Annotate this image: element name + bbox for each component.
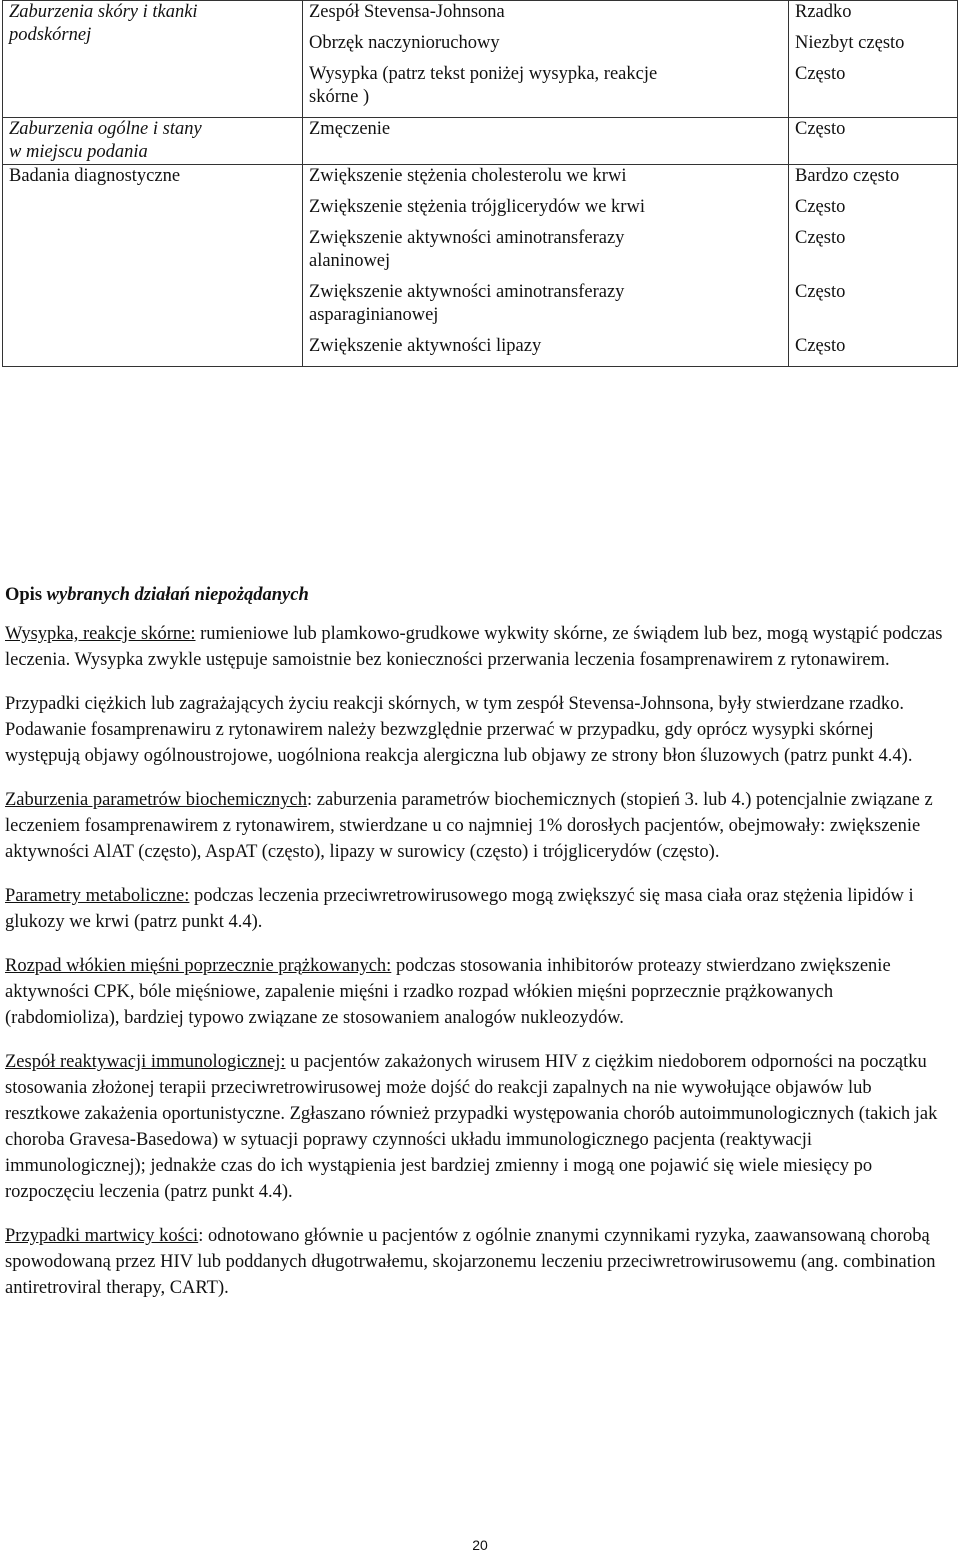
paragraph: Zaburzenia parametrów biochemicznych: zaburzenia parametrów biochemicznych (stopień 3. lub 4.) potencjalnie związane z leczeniem fosamprenawirem z rytonawirem, stwierdzane u co najmniej 1% dorosłych pacjentów, obejmowały: zwiększenie aktywności AlAT (często), AspAT (często), lipazy w surowicy (często) i trójglicerydów (często). bbox=[5, 790, 933, 862]
reaction: Zwiększenie stężenia cholesterolu we krwi bbox=[309, 166, 627, 186]
paragraph-label: Parametry metaboliczne: bbox=[5, 886, 190, 906]
system-organ-class bbox=[3, 165, 303, 367]
system-organ-class bbox=[3, 1, 303, 118]
paragraph: Rozpad włókien mięśni poprzecznie prążkowanych: podczas stosowania inhibitorów proteazy stwierdzano zwiększenie aktywności CPK, bóle mięśniowe, zapalenie mięśni i rzadko rozpad włókien mięśni poprzecznie prążkowanych (rabdomioliza), bardziej typowo związane ze stosowaniem analogów nukleozydów. bbox=[5, 956, 891, 1028]
paragraph: Przypadki ciężkich lub zagrażających życiu reakcji skórnych, w tym zespół Stevensa-Johnsona, były stwierdzane rzadko. Podawanie fosamprenawiru z rytonawirem należy bezwzględnie przerwać w przypadku, gdy oprócz wysypki skórnej występują objawy ogólnoustrojowe, uogólniona reakcja alergiczna lub objawy ze strony błon śluzowych (patrz punkt 4.4). bbox=[5, 694, 913, 766]
category-line: Zaburzenia ogólne i stany bbox=[9, 119, 202, 139]
frequency: Często bbox=[795, 336, 846, 356]
frequency: Rzadko bbox=[795, 2, 852, 22]
category-line: Badania diagnostyczne bbox=[9, 166, 181, 186]
table-row bbox=[3, 1, 958, 118]
table-row bbox=[3, 118, 958, 165]
system-organ-class bbox=[3, 118, 303, 165]
paragraph: Zespół reaktywacji immunologicznej: u pacjentów zakażonych wirusem HIV z ciężkim niedoborem odporności na początku stosowania złożonej terapii przeciwretrowirusowej może dojść do reakcji zapalnych na nie wywołujące objawów lub resztkowe zakażenia oportunistyczne. Zgłaszano również przypadki występowania chorób autoimmunologicznych (takich jak choroba Gravesa-Basedowa) w sytuacji poprawy czynności układu immunologicznego pacjenta (reaktywacji immunologicznej); jednakże czas do ich wystąpienia jest bardziej zmienny i mogą one pojawić się wiele miesięcy po rozpoczęciu leczenia (patrz punkt 4.4). bbox=[5, 1052, 938, 1202]
category-line: podskórnej bbox=[9, 25, 92, 45]
reaction: Zwiększenie aktywności aminotransferazy alaninowej bbox=[309, 228, 625, 271]
paragraph: Parametry metaboliczne: podczas leczenia przeciwretrowirusowego mogą zwiększyć się masa ciała oraz stężenia lipidów i glukozy we krwi (patrz punkt 4.4). bbox=[5, 886, 914, 932]
adverse-effects-description bbox=[5, 583, 950, 1319]
reaction: Zwiększenie aktywności aminotransferazy asparaginianowej bbox=[309, 282, 625, 325]
reaction-cell bbox=[303, 1, 789, 118]
reaction: Zmęczenie bbox=[309, 119, 391, 139]
frequency-cell bbox=[789, 118, 958, 165]
reaction: Zwiększenie stężenia trójglicerydów we krwi bbox=[309, 197, 645, 217]
frequency-cell bbox=[789, 1, 958, 118]
reaction: Wysypka (patrz tekst poniżej wysypka, reakcje skórne ) bbox=[309, 64, 658, 107]
frequency: Często bbox=[795, 119, 846, 139]
reaction-cell bbox=[303, 165, 789, 367]
reaction-cell bbox=[303, 118, 789, 165]
category-line: Zaburzenia skóry i tkanki bbox=[9, 2, 198, 22]
reaction: Zwiększenie aktywności lipazy bbox=[309, 336, 542, 356]
frequency: Bardzo często bbox=[795, 166, 900, 186]
paragraph-label: Wysypka, reakcje skórne: bbox=[5, 624, 196, 644]
page-number: 20 bbox=[472, 1537, 488, 1553]
reaction: Obrzęk naczynioruchowy bbox=[309, 33, 500, 53]
paragraph: Przypadki martwicy kości: odnotowano głównie u pacjentów z ogólnie znanymi czynnikami ryzyka, zaawansowaną chorobą spowodowaną przez HIV lub poddanych długotrwałemu, skojarzonemu leczeniu przeciwretrowirusowemu (ang. combination antiretroviral therapy, CART). bbox=[5, 1226, 936, 1298]
frequency: Niezbyt często bbox=[795, 33, 905, 53]
category-line: w miejscu podania bbox=[9, 142, 148, 162]
frequency: Często bbox=[795, 228, 846, 248]
adverse-reactions-table bbox=[2, 0, 958, 367]
paragraph-label: Zaburzenia parametrów biochemicznych bbox=[5, 790, 308, 810]
frequency: Często bbox=[795, 282, 846, 302]
paragraph-label: Zespół reaktywacji immunologicznej: bbox=[5, 1052, 286, 1072]
paragraph: Wysypka, reakcje skórne: rumieniowe lub plamkowo-grudkowe wykwity skórne, ze świądem lub bez, mogą wystąpić podczas leczenia. Wysypka zwykle ustępuje samoistnie bez konieczności przerwania leczenia fosamprenawirem z rytonawirem. bbox=[5, 624, 943, 670]
frequency: Często bbox=[795, 197, 846, 217]
frequency-cell bbox=[789, 165, 958, 367]
frequency: Często bbox=[795, 64, 846, 84]
table-row bbox=[3, 165, 958, 367]
section-heading: Opis wybranych działań niepożądanych bbox=[5, 585, 309, 605]
paragraph-label: Przypadki martwicy kości bbox=[5, 1226, 199, 1246]
paragraph-label: Rozpad włókien mięśni poprzecznie prążkowanych: bbox=[5, 956, 392, 976]
reaction: Zespół Stevensa-Johnsona bbox=[309, 2, 505, 22]
